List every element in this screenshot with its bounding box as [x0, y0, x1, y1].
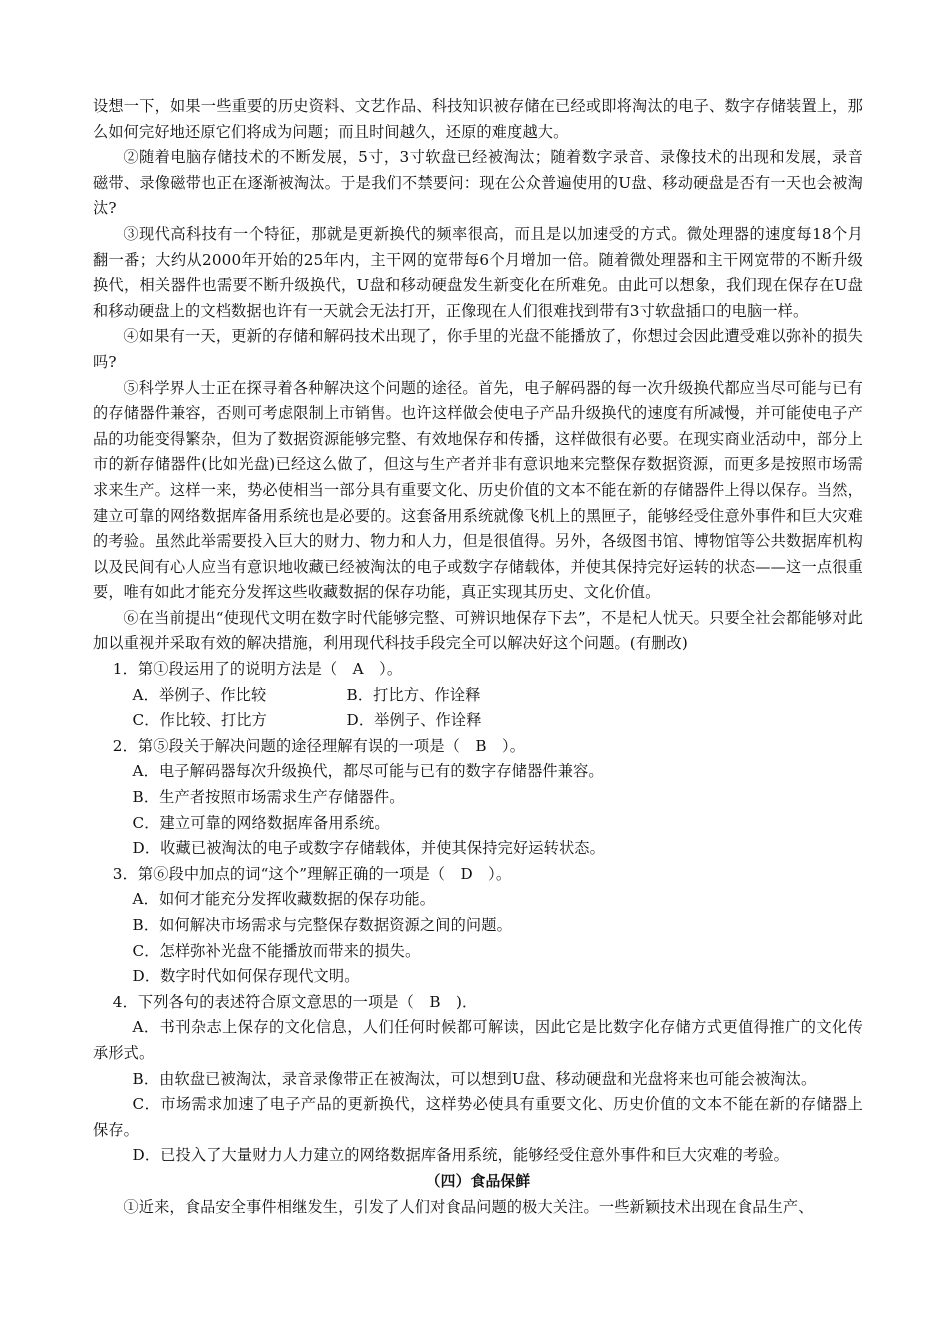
section-paragraph-1: ①近来，食品安全事件相继发生，引发了人们对食品问题的极大关注。一些新颖技术出现在食品生产、	[123, 1197, 814, 1216]
option-c: C．作比较、打比方	[132, 711, 267, 730]
option-c: C．怎样弥补光盘不能播放而带来的损失。	[132, 941, 421, 960]
paragraph-continued: 设想一下，如果一些重要的历史资料、文艺作品、科技知识被存储在已经或即将淘汰的电子、数字存储装置上，那么如何完好地还原它们将成为问题；而且时间越久，还原的难度越大。	[93, 97, 863, 141]
paragraph-5: ⑤科学界人士正在探寻着各种解决这个问题的途径。首先，电子解码器的每一次升级换代都应当尽可能与已有的存储器件兼容，否则可考虑限制上市销售。也许这样做会使电子产品升级换代的速度有所减慢，并可能使电子产品的功能变得繁杂，但为了数据资源能够完整、有效地保存和传播，这样做很有必要。在现实商业活动中，部分上市的新存储器件(比如光盘)已经这么做了，但这与生产者并非有意识地来完整保存数据资源，而更多是按照市场需求来生产。这样一来，势必使相当一部分具有重要文化、历史价值的文本不能在新的存储器件上得以保存。当然，建立可靠的网络数据库备用系统也是必要的。这套备用系统就像飞机上的黑匣子，能够经受住意外事件和巨大灾难的考验。虽然此举需要投入巨大的财力、物力和人力，但是很值得。另外，各级图书馆、博物馆等公共数据库机构以及民间有心人应当有意识地收藏已经被淘汰的电子或数字存储载体，并使其保持完好运转的状态——这一点很重要，唯有如此才能充分发挥这些收藏数据的保存功能，真正实现其历史、文化价值。	[93, 378, 863, 602]
paragraph-2: ②随着电脑存储技术的不断发展，5寸，3寸软盘已经被淘汰；随着数字录音、录像技术的出现和发展，录音磁带、录像磁带也正在逐渐被淘汰。于是我们不禁要问：现在公众普遍使用的U盘、移动硬盘是否有一天也会被淘汰?	[93, 148, 863, 218]
option-b: B．由软盘已被淘汰，录音录像带正在被淘汰，可以想到U盘、移动硬盘和光盘将来也可能会被淘汰。	[132, 1069, 817, 1088]
option-b: B．生产者按照市场需求生产存储器件。	[132, 788, 405, 807]
option-c: C．市场需求加速了电子产品的更新换代，这样势必使具有重要文化、历史价值的文本不能在新的存储器上保存。	[93, 1095, 863, 1139]
option-d: D．举例子、作诠释	[346, 711, 482, 730]
option-b: B．如何解决市场需求与完整保存数据资源之间的问题。	[132, 916, 512, 934]
option-b: B．打比方、作诠释	[346, 685, 481, 704]
option-a: A．书刊杂志上保存的文化信息，人们任何时候都可解读，因此它是比数字化存储方式更值得推广的文化传承形式。	[93, 1018, 863, 1062]
paragraph-3: ③现代高科技有一个特征，那就是更新换代的频率很高，而且是以加速受的方式。微处理器的速度每18个月翻一番；大约从2000年开始的25年内，主干网的宽带每6个月增加一倍。随着微处理器和主干网宽带的不断升级换代，相关器件也需要不断升级换代，U盘和移动硬盘发生新变化在所难免。由此可以想象，我们现在保存在U盘和移动硬盘上的文档数据也许有一天就会无法打开，正像现在人们很难找到带有3寸软盘插口的电脑一样。	[93, 224, 863, 320]
question-3-stem: 3．第⑥段中加点的词“这个”理解正确的一项是（ D ）。	[112, 864, 512, 883]
question-1-options-row-2	[93, 708, 863, 734]
option-d: D．数字时代如何保存现代文明。	[132, 967, 360, 986]
option-a: A．电子解码器每次升级换代，都尽可能与已有的数字存储器件兼容。	[132, 762, 604, 781]
option-a: A．如何才能充分发挥收藏数据的保存功能。	[132, 890, 436, 909]
option-d: D．收藏已被淘汰的电子或数字存储载体，并使其保持完好运转状态。	[132, 839, 605, 858]
paragraph-4: ④如果有一天，更新的存储和解码技术出现了，你手里的光盘不能播放了，你想过会因此遭受难以弥补的损失吗?	[93, 327, 863, 371]
question-1-options-row-1	[93, 683, 863, 709]
section-title: （四）食品保鲜	[425, 1172, 531, 1190]
option-c: C．建立可靠的网络数据库备用系统。	[132, 813, 390, 832]
option-d: D．已投入了大量财力人力建立的网络数据库备用系统，能够经受住意外事件和巨大灾难的考验。	[132, 1146, 790, 1165]
question-2-stem: 2．第⑤段关于解决问题的途径理解有误的一项是（ B ）。	[112, 736, 526, 755]
question-4-stem: 4．下列各句的表述符合原文意思的一项是（ B )．	[112, 992, 478, 1011]
option-a: A．举例子、作比较	[132, 685, 267, 704]
document-page	[93, 94, 863, 1220]
paragraph-6: ⑥在当前提出“使现代文明在数字时代能够完整、可辨识地保存下去”，不是杞人忧天。只要全社会都能够对此加以重视并采取有效的解决措施，利用现代科技手段完全可以解决好这个问题。(有删改)	[93, 608, 863, 653]
question-1-stem: 1．第①段运用了的说明方法是（ A ）。	[112, 660, 403, 679]
